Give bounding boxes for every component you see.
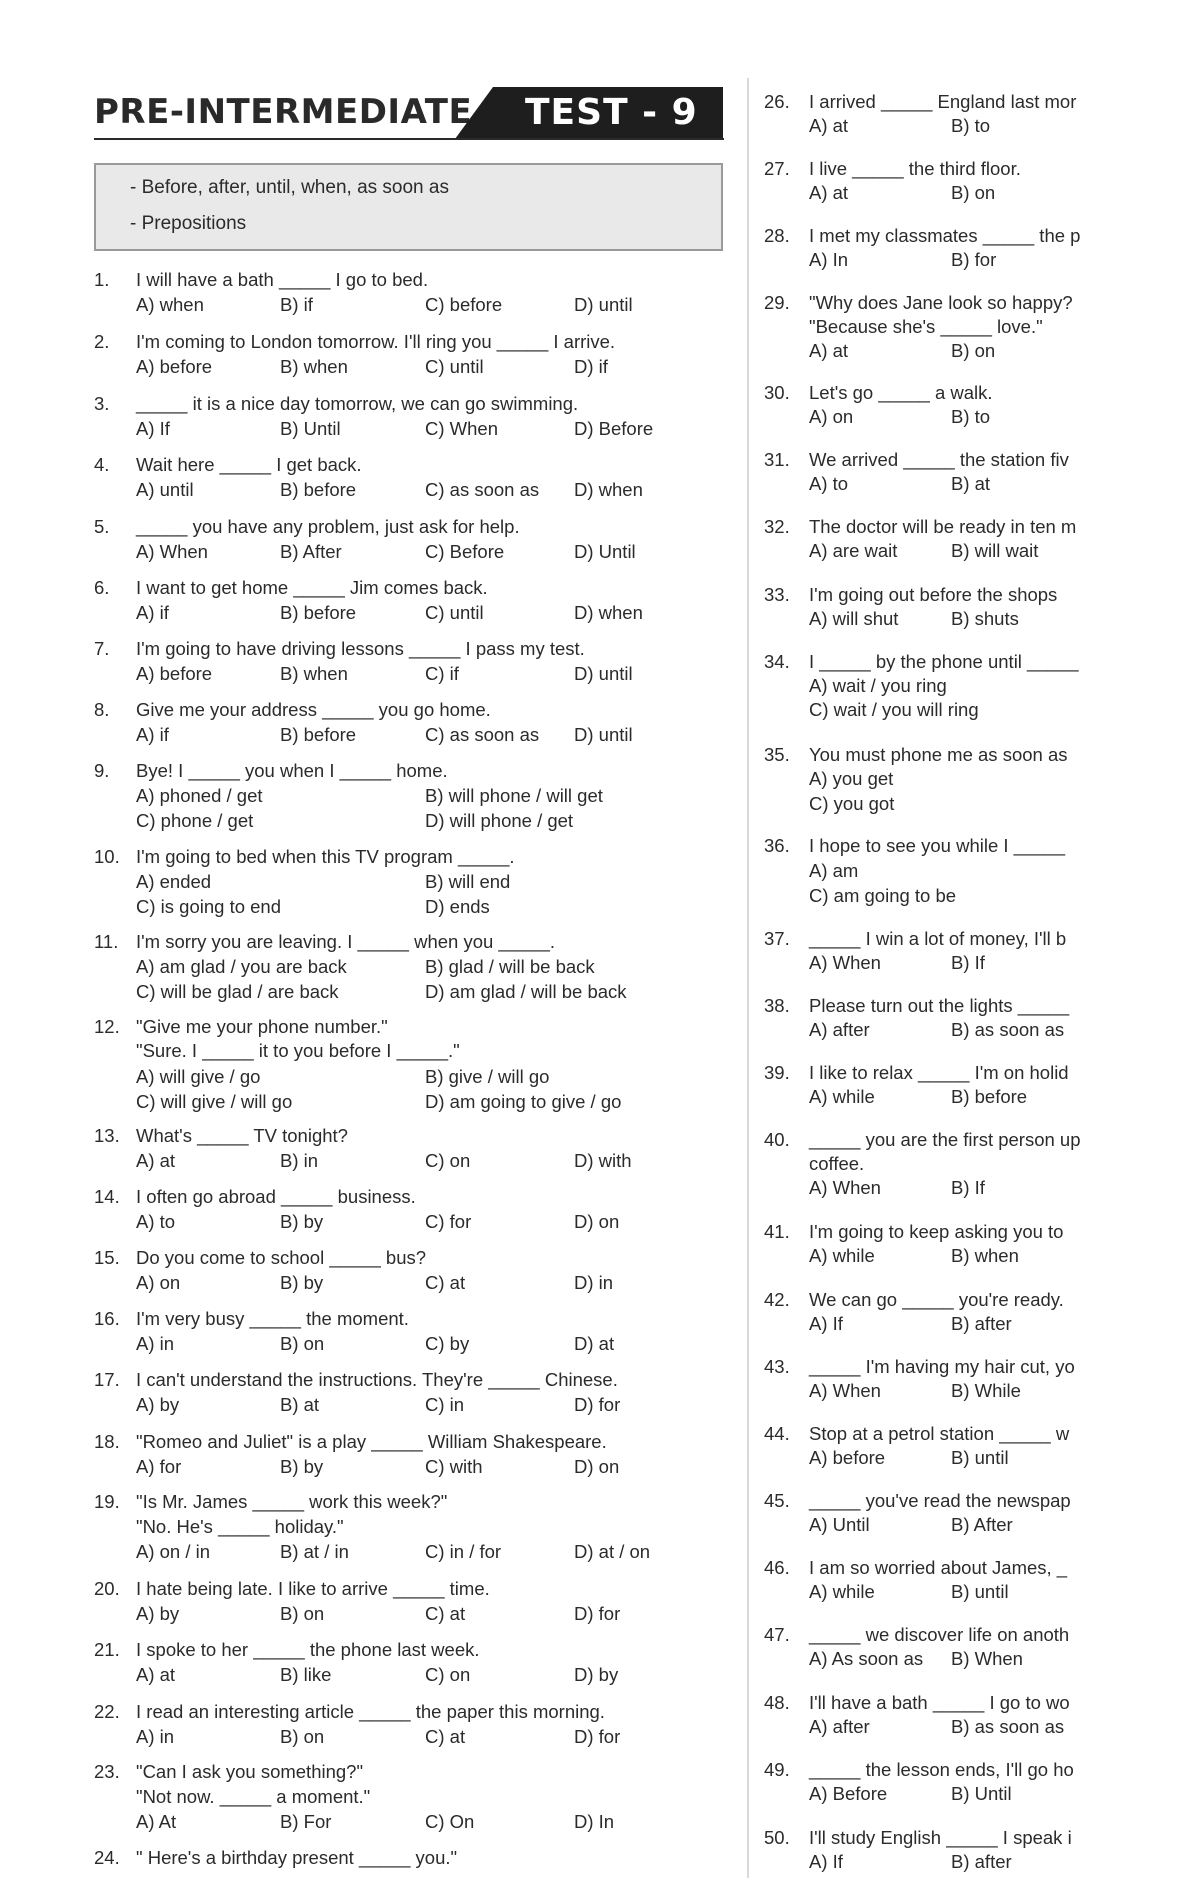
question-number: 24. bbox=[94, 1847, 120, 1868]
question-text: Stop at a petrol station _____ w bbox=[809, 1423, 1070, 1444]
question-text: You must phone me as soon as bbox=[809, 744, 1068, 765]
question-text: I'm very busy _____ the moment. bbox=[136, 1308, 409, 1329]
option[interactable]: A) am bbox=[809, 860, 859, 881]
option[interactable]: B) as soon as bbox=[951, 1716, 1065, 1737]
question-text: Wait here _____ I get back. bbox=[136, 454, 362, 475]
question-text: "Can I ask you something?" bbox=[136, 1761, 364, 1782]
question-text: What's _____ TV tonight? bbox=[136, 1125, 348, 1146]
question-number: 41. bbox=[764, 1221, 790, 1242]
option[interactable]: A) before bbox=[136, 663, 213, 684]
option[interactable]: B) For bbox=[280, 1811, 332, 1832]
option[interactable]: C) for bbox=[425, 1211, 472, 1232]
option[interactable]: A) if bbox=[136, 602, 169, 623]
option[interactable]: A) at bbox=[809, 340, 849, 361]
option[interactable]: B) before bbox=[280, 479, 357, 500]
topic-item: - Before, after, until, when, as soon as bbox=[130, 177, 449, 198]
option[interactable]: A) phoned / get bbox=[136, 785, 263, 806]
option[interactable]: D) In bbox=[574, 1811, 615, 1832]
option[interactable]: A) If bbox=[809, 1851, 843, 1872]
option[interactable]: D) will phone / get bbox=[425, 810, 574, 831]
question-text-line2: "No. He's _____ holiday." bbox=[136, 1516, 344, 1537]
option[interactable]: B) when bbox=[280, 663, 348, 684]
option[interactable]: A) at bbox=[136, 1150, 176, 1171]
question-number: 46. bbox=[764, 1557, 790, 1578]
question-number: 21. bbox=[94, 1639, 120, 1660]
question-text: I arrived _____ England last mor bbox=[809, 91, 1077, 112]
question-number: 10. bbox=[94, 846, 120, 867]
option[interactable]: A) after bbox=[809, 1019, 870, 1040]
question-text-line2: "Not now. _____ a moment." bbox=[136, 1786, 371, 1807]
option[interactable]: B) shuts bbox=[951, 608, 1019, 629]
question-text: I'm going out before the shops bbox=[809, 584, 1058, 605]
option[interactable]: B) After bbox=[951, 1514, 1013, 1535]
question-text: _____ the lesson ends, I'll go ho bbox=[809, 1759, 1074, 1780]
question-text: "Is Mr. James _____ work this week?" bbox=[136, 1491, 448, 1512]
question-text: _____ we discover life on anoth bbox=[809, 1624, 1070, 1645]
option[interactable]: D) when bbox=[574, 602, 643, 623]
option[interactable]: A) at bbox=[809, 182, 849, 203]
question-number: 33. bbox=[764, 584, 790, 605]
question-number: 43. bbox=[764, 1356, 790, 1377]
option[interactable]: A) If bbox=[809, 1313, 843, 1334]
option[interactable]: B) will phone / will get bbox=[425, 785, 603, 806]
option[interactable]: D) ends bbox=[425, 896, 490, 917]
question-number: 45. bbox=[764, 1490, 790, 1511]
question-text: I'll have a bath _____ I go to wo bbox=[809, 1692, 1070, 1713]
option[interactable]: A) to bbox=[136, 1211, 176, 1232]
option[interactable]: C) Before bbox=[425, 541, 505, 562]
question-number: 39. bbox=[764, 1062, 790, 1083]
question-text: _____ I win a lot of money, I'll b bbox=[809, 928, 1067, 949]
option[interactable]: B) to bbox=[951, 406, 991, 427]
question-text: _____ you are the first person up bbox=[809, 1129, 1081, 1150]
option[interactable]: A) while bbox=[809, 1245, 875, 1266]
option[interactable]: B) Until bbox=[951, 1783, 1012, 1804]
option[interactable]: C) at bbox=[425, 1272, 466, 1293]
option[interactable]: A) In bbox=[809, 249, 849, 270]
question-number: 30. bbox=[764, 382, 790, 403]
option[interactable]: B) if bbox=[280, 294, 313, 315]
question-text: I'm coming to London tomorrow. I'll ring you _____ I arrive. bbox=[136, 331, 616, 352]
question-number: 31. bbox=[764, 449, 790, 470]
option[interactable]: A) When bbox=[136, 541, 208, 562]
question-number: 50. bbox=[764, 1827, 790, 1848]
question-number: 42. bbox=[764, 1289, 790, 1310]
option[interactable]: B) give / will go bbox=[425, 1066, 550, 1087]
question-text: We arrived _____ the station fiv bbox=[809, 449, 1069, 470]
option[interactable]: B) before bbox=[280, 602, 357, 623]
option[interactable]: B) on bbox=[280, 1726, 325, 1747]
option[interactable]: C) will give / will go bbox=[136, 1091, 293, 1112]
question-text: I am so worried about James, _ bbox=[809, 1557, 1068, 1578]
option[interactable]: C) is going to end bbox=[136, 896, 282, 917]
option[interactable]: A) are wait bbox=[809, 540, 898, 561]
option[interactable]: B) While bbox=[951, 1380, 1021, 1401]
question-text: I spoke to her _____ the phone last week. bbox=[136, 1639, 480, 1660]
question-text: I'll study English _____ I speak i bbox=[809, 1827, 1072, 1848]
question-number: 3. bbox=[94, 393, 110, 414]
column-divider bbox=[747, 78, 749, 1878]
option[interactable]: A) Before bbox=[809, 1783, 888, 1804]
option[interactable]: B) at bbox=[280, 1394, 320, 1415]
question-number: 37. bbox=[764, 928, 790, 949]
option[interactable]: B) after bbox=[951, 1851, 1012, 1872]
option[interactable]: B) by bbox=[280, 1272, 324, 1293]
question-text: I'm sorry you are leaving. I _____ when you _____. bbox=[136, 931, 556, 952]
option[interactable]: B) to bbox=[951, 115, 991, 136]
question-text: I'm going to keep asking you to bbox=[809, 1221, 1064, 1242]
option[interactable]: D) Before bbox=[574, 418, 654, 439]
question-text: _____ you've read the newspap bbox=[809, 1490, 1071, 1511]
option[interactable]: B) Until bbox=[280, 418, 341, 439]
option[interactable]: A) by bbox=[136, 1394, 180, 1415]
question-number: 16. bbox=[94, 1308, 120, 1329]
question-text: The doctor will be ready in ten m bbox=[809, 516, 1077, 537]
question-number: 6. bbox=[94, 577, 110, 598]
question-number: 26. bbox=[764, 91, 790, 112]
question-text: _____ it is a nice day tomorrow, we can go swimming. bbox=[136, 393, 579, 414]
option[interactable]: D) am glad / will be back bbox=[425, 981, 627, 1002]
question-text: _____ you have any problem, just ask for help. bbox=[136, 516, 520, 537]
question-number: 32. bbox=[764, 516, 790, 537]
option[interactable]: B) If bbox=[951, 952, 985, 973]
question-number: 20. bbox=[94, 1578, 120, 1599]
option[interactable]: D) with bbox=[574, 1150, 632, 1171]
question-text: I'm going to bed when this TV program _____. bbox=[136, 846, 515, 867]
option[interactable]: D) if bbox=[574, 356, 608, 377]
question-number: 11. bbox=[94, 931, 119, 952]
option[interactable]: A) will give / go bbox=[136, 1066, 261, 1087]
option[interactable]: C) before bbox=[425, 294, 503, 315]
question-number: 14. bbox=[94, 1186, 120, 1207]
option[interactable]: C) When bbox=[425, 418, 498, 439]
option[interactable]: B) as soon as bbox=[951, 1019, 1065, 1040]
question-text: Please turn out the lights _____ bbox=[809, 995, 1070, 1016]
option[interactable]: B) will end bbox=[425, 871, 511, 892]
question-number: 22. bbox=[94, 1701, 120, 1722]
option[interactable]: A) in bbox=[136, 1333, 175, 1354]
option[interactable]: C) wait / you will ring bbox=[809, 699, 979, 720]
option[interactable]: D) in bbox=[574, 1272, 614, 1293]
question-number: 23. bbox=[94, 1761, 120, 1782]
question-number: 1. bbox=[94, 269, 110, 290]
question-text: I live _____ the third floor. bbox=[809, 158, 1021, 179]
option[interactable]: A) ended bbox=[136, 871, 212, 892]
option[interactable]: D) until bbox=[574, 663, 633, 684]
option[interactable]: B) for bbox=[951, 249, 997, 270]
option[interactable]: B) When bbox=[951, 1648, 1023, 1669]
question-text: I hate being late. I like to arrive _____ time. bbox=[136, 1578, 490, 1599]
option[interactable]: A) until bbox=[136, 479, 194, 500]
right-column bbox=[762, 0, 1200, 1882]
question-number: 19. bbox=[94, 1491, 120, 1512]
question-number: 17. bbox=[94, 1369, 120, 1390]
option[interactable]: C) until bbox=[425, 602, 484, 623]
question-number: 2. bbox=[94, 331, 110, 352]
question-text: I like to relax _____ I'm on holid bbox=[809, 1062, 1069, 1083]
option[interactable]: A) when bbox=[136, 294, 204, 315]
question-number: 18. bbox=[94, 1431, 120, 1452]
question-text: "Give me your phone number." bbox=[136, 1016, 388, 1037]
question-number: 8. bbox=[94, 699, 110, 720]
title-level: PRE-INTERMEDIATE bbox=[94, 92, 473, 132]
option[interactable]: B) on bbox=[951, 182, 996, 203]
option[interactable]: D) for bbox=[574, 1394, 621, 1415]
option[interactable]: C) at bbox=[425, 1603, 466, 1624]
question-number: 48. bbox=[764, 1692, 790, 1713]
option[interactable]: B) when bbox=[280, 356, 348, 377]
option[interactable]: B) when bbox=[951, 1245, 1019, 1266]
option[interactable]: C) you got bbox=[809, 793, 895, 814]
question-text: I will have a bath _____ I go to bed. bbox=[136, 269, 429, 290]
option[interactable]: A) by bbox=[136, 1603, 180, 1624]
option[interactable]: A) will shut bbox=[809, 608, 899, 629]
question-text: Give me your address _____ you go home. bbox=[136, 699, 491, 720]
option[interactable]: A) for bbox=[136, 1456, 182, 1477]
option[interactable]: B) glad / will be back bbox=[425, 956, 595, 977]
option[interactable]: A) in bbox=[136, 1726, 175, 1747]
question-number: 34. bbox=[764, 651, 790, 672]
question-text: I _____ by the phone until _____ bbox=[809, 651, 1079, 672]
option[interactable]: A) at bbox=[809, 115, 849, 136]
option[interactable]: B) in bbox=[280, 1150, 319, 1171]
option[interactable]: D) for bbox=[574, 1726, 621, 1747]
question-number: 47. bbox=[764, 1624, 790, 1645]
option[interactable]: C) on bbox=[425, 1664, 471, 1685]
option[interactable]: D) for bbox=[574, 1603, 621, 1624]
question-text-line2: "Sure. I _____ it to you before I _____." bbox=[136, 1040, 460, 1061]
question-text: I often go abroad _____ business. bbox=[136, 1186, 416, 1207]
option[interactable]: A) on bbox=[809, 406, 854, 427]
question-text: _____ I'm having my hair cut, yo bbox=[809, 1356, 1075, 1377]
option[interactable]: D) Until bbox=[574, 541, 636, 562]
option[interactable]: B) on bbox=[951, 340, 996, 361]
question-number: 44. bbox=[764, 1423, 790, 1444]
option[interactable]: C) On bbox=[425, 1811, 475, 1832]
option[interactable]: C) phone / get bbox=[136, 810, 254, 831]
option[interactable]: B) like bbox=[280, 1664, 332, 1685]
option[interactable]: B) If bbox=[951, 1177, 985, 1198]
option[interactable]: C) on bbox=[425, 1150, 471, 1171]
question-text: "Why does Jane look so happy? bbox=[809, 292, 1073, 313]
question-text: I can't understand the instructions. They're _____ Chinese. bbox=[136, 1369, 618, 1390]
option[interactable]: A) on / in bbox=[136, 1541, 211, 1562]
option[interactable]: D) until bbox=[574, 724, 633, 745]
question-number: 28. bbox=[764, 225, 790, 246]
question-number: 13. bbox=[94, 1125, 120, 1146]
option[interactable]: C) as soon as bbox=[425, 479, 540, 500]
topic-item: - Prepositions bbox=[130, 213, 247, 234]
option[interactable]: D) by bbox=[574, 1664, 619, 1685]
option[interactable]: A) When bbox=[809, 1177, 881, 1198]
option[interactable]: B) before bbox=[951, 1086, 1028, 1107]
question-number: 12. bbox=[94, 1016, 120, 1037]
option[interactable]: A) As soon as bbox=[809, 1648, 924, 1669]
topics-box bbox=[94, 163, 723, 251]
question-number: 27. bbox=[764, 158, 790, 179]
option[interactable]: C) in / for bbox=[425, 1541, 502, 1562]
option[interactable]: D) on bbox=[574, 1211, 620, 1232]
option[interactable]: B) on bbox=[280, 1603, 325, 1624]
option[interactable]: D) at bbox=[574, 1333, 615, 1354]
option[interactable]: B) at / in bbox=[280, 1541, 349, 1562]
question-number: 15. bbox=[94, 1247, 120, 1268]
question-number: 38. bbox=[764, 995, 790, 1016]
option[interactable]: D) until bbox=[574, 294, 633, 315]
question-text: Bye! I _____ you when I _____ home. bbox=[136, 760, 448, 781]
question-text: " Here's a birthday present _____ you." bbox=[136, 1847, 458, 1868]
question-text: I hope to see you while I _____ bbox=[809, 835, 1066, 856]
option[interactable]: A) if bbox=[136, 724, 169, 745]
option[interactable]: C) by bbox=[425, 1333, 470, 1354]
question-text-line2: "Because she's _____ love." bbox=[809, 316, 1043, 337]
question-number: 35. bbox=[764, 744, 790, 765]
option[interactable]: B) will wait bbox=[951, 540, 1039, 561]
option[interactable]: B) at bbox=[951, 473, 991, 494]
option[interactable]: C) at bbox=[425, 1726, 466, 1747]
option[interactable]: A) after bbox=[809, 1716, 870, 1737]
question-text: "Romeo and Juliet" is a play _____ William Shakespeare. bbox=[136, 1431, 607, 1452]
option[interactable]: C) in bbox=[425, 1394, 465, 1415]
option[interactable]: A) When bbox=[809, 1380, 881, 1401]
option[interactable]: B) after bbox=[951, 1313, 1012, 1334]
option[interactable]: D) am going to give / go bbox=[425, 1091, 622, 1112]
option[interactable]: C) am going to be bbox=[809, 885, 957, 906]
option[interactable]: B) before bbox=[280, 724, 357, 745]
option[interactable]: A) while bbox=[809, 1581, 875, 1602]
option[interactable]: A) before bbox=[809, 1447, 886, 1468]
option[interactable]: D) on bbox=[574, 1456, 620, 1477]
option[interactable]: A) At bbox=[136, 1811, 177, 1832]
option[interactable]: A) you get bbox=[809, 768, 894, 789]
option[interactable]: B) until bbox=[951, 1447, 1009, 1468]
option[interactable]: A) at bbox=[136, 1664, 176, 1685]
option[interactable]: B) After bbox=[280, 541, 342, 562]
question-text: I want to get home _____ Jim comes back. bbox=[136, 577, 488, 598]
option[interactable]: C) if bbox=[425, 663, 459, 684]
question-number: 5. bbox=[94, 516, 110, 537]
option[interactable]: A) on bbox=[136, 1272, 181, 1293]
question-number: 29. bbox=[764, 292, 790, 313]
option[interactable]: A) while bbox=[809, 1086, 875, 1107]
question-text: I met my classmates _____ the p bbox=[809, 225, 1081, 246]
title-underline bbox=[94, 138, 724, 140]
option[interactable]: B) on bbox=[280, 1333, 325, 1354]
question-text: Do you come to school _____ bus? bbox=[136, 1247, 427, 1268]
question-number: 49. bbox=[764, 1759, 790, 1780]
option[interactable]: A) before bbox=[136, 356, 213, 377]
option[interactable]: C) as soon as bbox=[425, 724, 540, 745]
question-text: I read an interesting article _____ the paper this morning. bbox=[136, 1701, 605, 1722]
option[interactable]: C) until bbox=[425, 356, 484, 377]
option[interactable]: B) by bbox=[280, 1456, 324, 1477]
option[interactable]: A) If bbox=[136, 418, 170, 439]
option[interactable]: B) by bbox=[280, 1211, 324, 1232]
question-number: 36. bbox=[764, 835, 790, 856]
option[interactable]: A) When bbox=[809, 952, 881, 973]
option[interactable]: C) will be glad / are back bbox=[136, 981, 339, 1002]
question-number: 9. bbox=[94, 760, 110, 781]
question-text: Let's go _____ a walk. bbox=[809, 382, 993, 403]
question-number: 7. bbox=[94, 638, 110, 659]
question-text-line2: coffee. bbox=[809, 1153, 865, 1174]
option[interactable]: A) wait / you ring bbox=[809, 675, 947, 696]
question-number: 4. bbox=[94, 454, 110, 475]
question-text: I'm going to have driving lessons _____ I pass my test. bbox=[136, 638, 585, 659]
option[interactable]: A) Until bbox=[809, 1514, 870, 1535]
option[interactable]: D) at / on bbox=[574, 1541, 651, 1562]
option[interactable]: C) with bbox=[425, 1456, 483, 1477]
option[interactable]: D) when bbox=[574, 479, 643, 500]
question-number: 40. bbox=[764, 1129, 790, 1150]
option[interactable]: A) to bbox=[809, 473, 849, 494]
option[interactable]: B) until bbox=[951, 1581, 1009, 1602]
option[interactable]: A) am glad / you are back bbox=[136, 956, 347, 977]
question-text: We can go _____ you're ready. bbox=[809, 1289, 1064, 1310]
title-test-number: TEST - 9 bbox=[525, 92, 698, 133]
